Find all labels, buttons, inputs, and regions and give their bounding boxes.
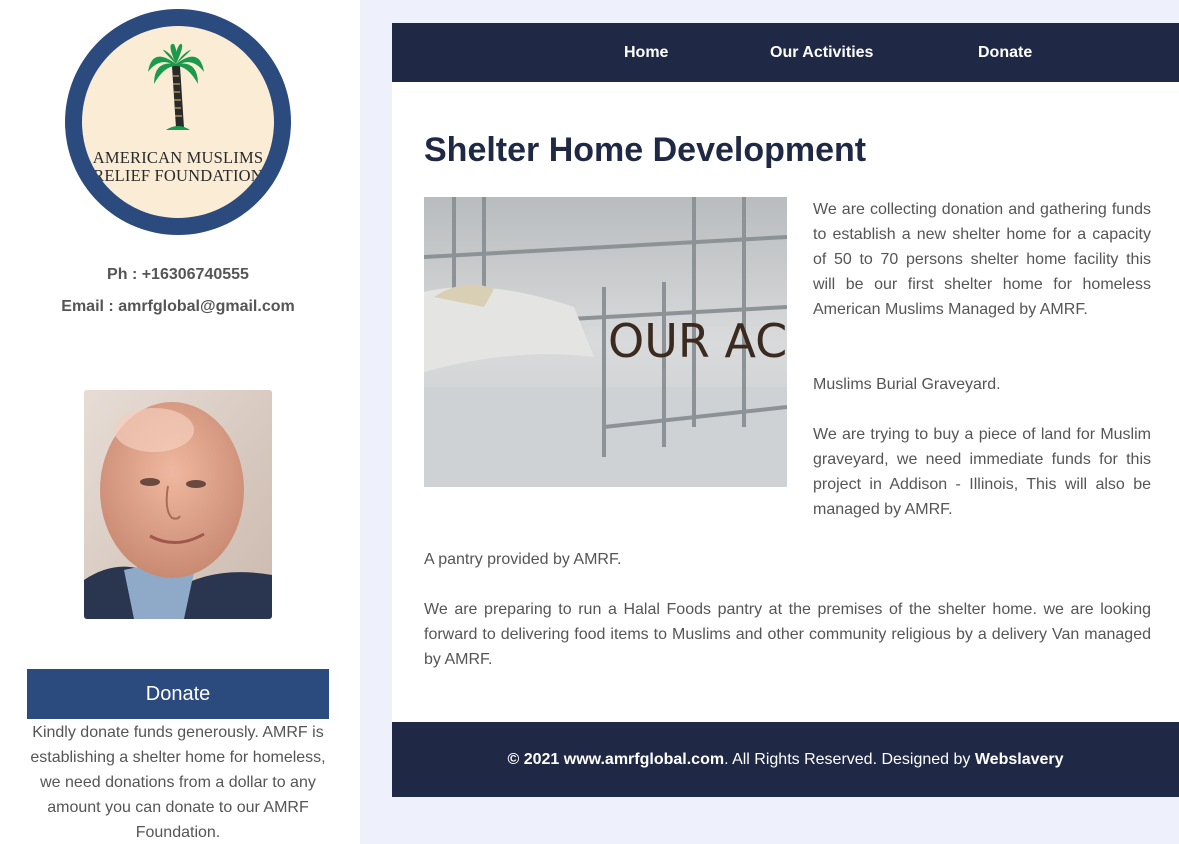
footer-designer-link[interactable]: Webslavery xyxy=(974,751,1064,768)
sidebar xyxy=(0,0,360,844)
nav-our-activities-link[interactable]: Our Activities xyxy=(770,44,874,61)
shelter-image xyxy=(424,197,787,487)
nav-donate-link[interactable]: Donate xyxy=(978,44,1033,61)
page-title: Shelter Home Development xyxy=(424,131,867,169)
hero-overlay-text: OUR AC xyxy=(608,314,787,368)
phone-number: Ph : +16306740555 xyxy=(107,266,249,283)
nav-home-link[interactable]: Home xyxy=(624,44,669,61)
shelter-beds-illustration xyxy=(424,197,787,487)
paragraph-graveyard-heading: Muslims Burial Graveyard. xyxy=(813,376,1001,393)
email-address: Email : amrfglobal@gmail.com xyxy=(61,298,295,315)
logo-line-1: AMERICAN MUSLIMS xyxy=(92,148,264,167)
logo-badge xyxy=(82,26,274,218)
main-content xyxy=(392,23,1179,797)
donate-description: Kindly donate funds generously. AMRF is establishing a shelter home for homeless, we need donations from a dollar to any amount you can donate to our AMRF Foundation. xyxy=(30,724,326,841)
paragraph-graveyard: We are trying to buy a piece of land for Muslim graveyard, we need immediate funds for this project in Addison - Illinois, This will also be managed by AMRF. xyxy=(813,426,1151,518)
foundation-logo[interactable] xyxy=(65,9,291,235)
paragraph-shelter: We are collecting donation and gathering funds to establish a new shelter home for a capacity of 50 to 70 persons shelter home facility this will be our first shelter home for homeless American Muslims Managed by AMRF. xyxy=(813,201,1151,318)
logo-line-2: RELIEF FOUNDATION xyxy=(93,166,263,185)
footer-copyright[interactable]: © 2021 www.amrfglobal.com xyxy=(507,751,725,768)
palm-tree-icon xyxy=(82,26,274,136)
donate-button[interactable]: Donate xyxy=(27,669,329,719)
footer-rights-text: . All Rights Reserved. Designed by xyxy=(724,751,975,768)
footer xyxy=(392,722,1179,797)
top-navigation xyxy=(392,23,1179,82)
portrait-illustration xyxy=(84,390,272,619)
paragraph-pantry-heading: A pantry provided by AMRF. xyxy=(424,551,622,568)
paragraph-pantry: We are preparing to run a Halal Foods pantry at the premises of the shelter home. we are looking forward to delivering food items to Muslims and other community religious by a delivery Van managed by AMRF. xyxy=(424,601,1151,668)
founder-portrait xyxy=(84,390,272,619)
